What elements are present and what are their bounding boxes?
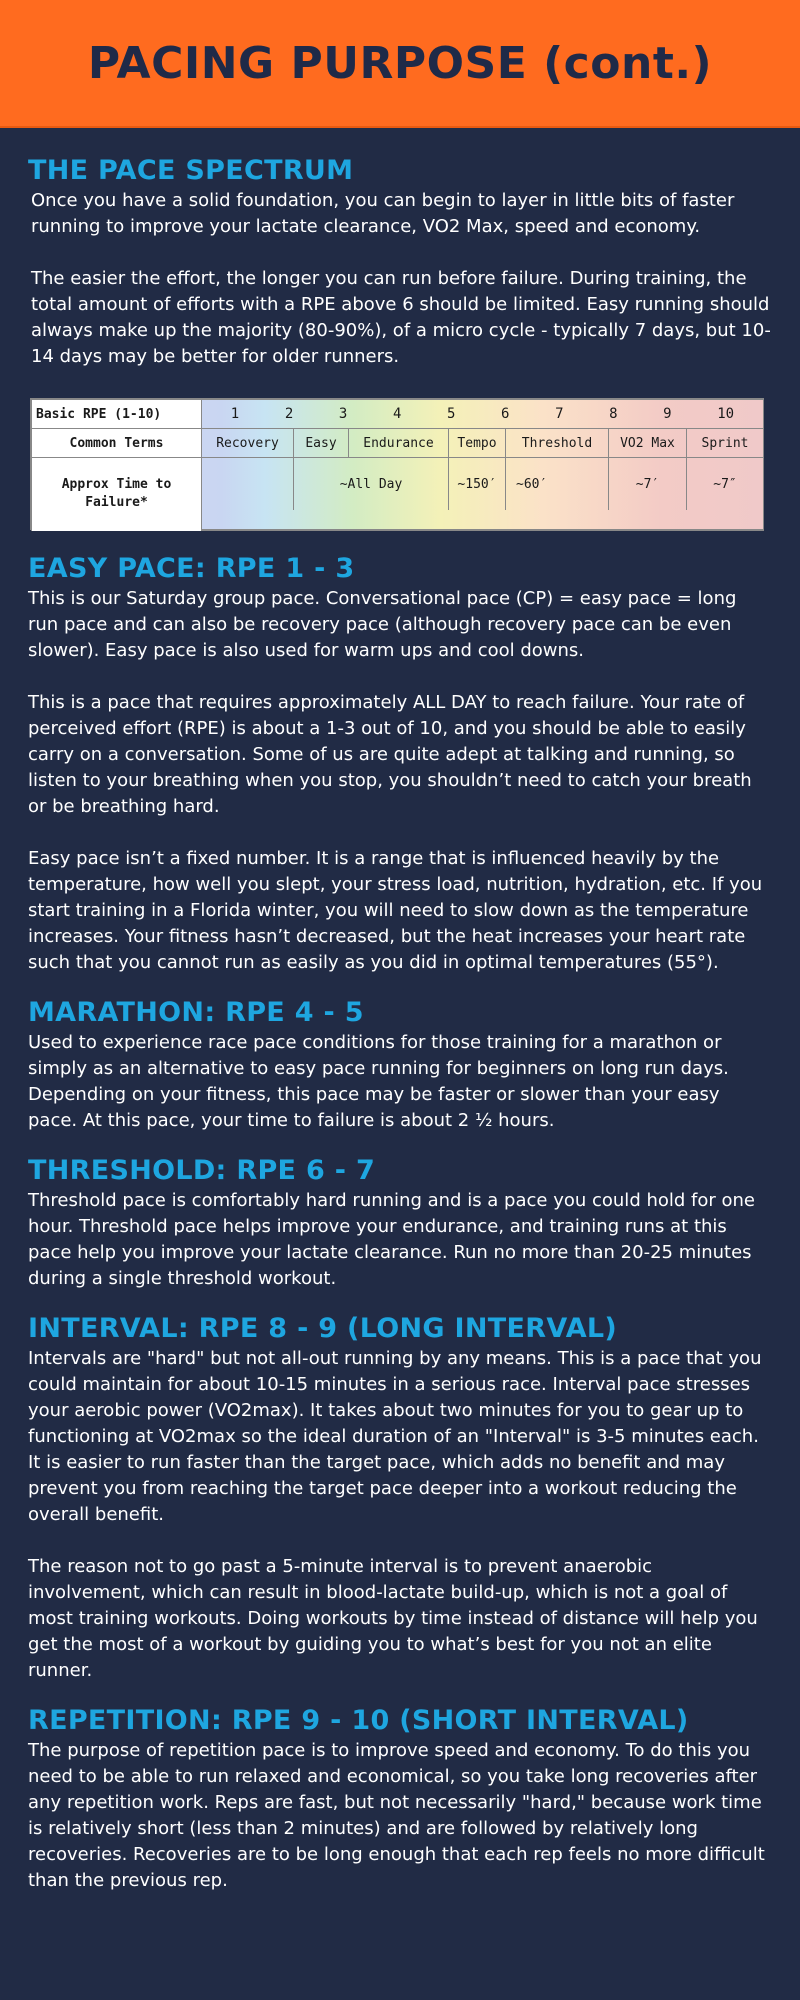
paragraph: Intervals are "hard" but not all-out running by any means. This is a pace that you could maintain for about 10-15 minutes in a serious race. Interval pace stresses your aerobic power (VO2max). It takes about two minutes for you to gear up to functioning at VO2max so the ideal duration of an "Interval" is 3-5 minutes each. It is easier to run faster than the target pace, which adds no benefit and may prevent you from reaching the target pace deeper into a workout reducing the overall benefit. [28, 1348, 762, 1525]
rpe-table [30, 398, 764, 530]
rpe-number: 10 [717, 406, 735, 422]
time-7-min: ~7′ [609, 458, 687, 511]
time-150: ~150′ [449, 458, 506, 511]
rpe-number: 7 [555, 406, 564, 422]
paragraph: Easy pace isn’t a fixed number. It is a range that is influenced heavily by the temperature, how well you slept, your stress load, nutrition, hydration, etc. If you start training in a Florida winter, you will need to slow down as the temperature increases. Your fitness hasn’t decreased, but the heat increases your heart rate such that you cannot run as easily as you did in optimal temperatures (55°). [28, 848, 763, 973]
paragraph: This is our Saturday group pace. Conversational pace (CP) = easy pace = long run pace and can also be recovery pace (although recovery pace can be even slower). Easy pace is also used for warm ups and cool downs. [28, 588, 737, 661]
term-tempo: Tempo [449, 429, 506, 458]
time-60: ~60′ [506, 458, 609, 511]
main-content [0, 128, 800, 1894]
rpe-number: 2 [284, 406, 294, 422]
rpe-number: 1 [230, 406, 240, 422]
section-title-easy-pace: EASY PACE: RPE 1 - 3 [28, 553, 355, 584]
term-endurance: Endurance [349, 429, 449, 458]
paragraph: Threshold pace is comfortably hard running and is a pace you could hold for one hour. Threshold pace helps improve your endurance, and training runs at this pace help you improve your lactate clearance. Run no more than 20-25 minutes during a single threshold workout. [28, 1190, 755, 1289]
rpe-number: 8 [609, 406, 618, 422]
rpe-number: 4 [392, 406, 402, 422]
paragraph: Once you have a solid foundation, you can begin to layer in little bits of faster running to improve your lactate clearance, VO2 Max, speed and economy. [31, 190, 735, 237]
time-all-day: ~All Day [294, 458, 449, 511]
term-vo2max: VO2 Max [609, 429, 687, 458]
rpe-number: 9 [663, 406, 672, 422]
section-title-threshold: THRESHOLD: RPE 6 - 7 [28, 1155, 376, 1186]
page-title: PACING PURPOSE (cont.) [87, 37, 713, 89]
rpe-number: 6 [501, 406, 510, 422]
paragraph: The purpose of repetition pace is to improve speed and economy. To do this you need to be able to run relaxed and economical, so you take long recoveries after any repetition work. Reps are fast, but not necessarily "hard," because work time is relatively short (less than 2 minutes) and are followed by relatively long recoveries. Recoveries are to be long enough that each rep feels no more difficult than the previous rep. [28, 1740, 765, 1891]
term-threshold: Threshold [506, 429, 609, 458]
rpe-number: 5 [446, 406, 456, 422]
paragraph: The reason not to go past a 5-minute interval is to prevent anaerobic involvement, which can result in blood-lactate build-up, which is not a goal of most training workouts. Doing workouts by time instead of distance will help you get the most of a workout by guiding you to what’s best for you not an elite runner. [28, 1556, 758, 1681]
time-to-failure-label: Approx Time to Failure* [32, 458, 202, 531]
time-7-sec: ~7″ [687, 458, 764, 511]
term-recovery: Recovery [202, 429, 294, 458]
section-title-marathon: MARATHON: RPE 4 - 5 [28, 997, 364, 1028]
paragraph: Used to experience race pace conditions for those training for a marathon or simply as an alternative to easy pace running for beginners on long run days. Depending on your fitness, this pace may be faster or slower than your easy pace. At this pace, your time to failure is about 2 ½ hours. [28, 1032, 729, 1131]
section-title-pace-spectrum: THE PACE SPECTRUM [28, 155, 354, 186]
rpe-row-label: Basic RPE (1-10) [32, 400, 202, 429]
paragraph: The easier the effort, the longer you can run before failure. During training, the total amount of efforts with a RPE above 6 should be limited. Easy running should always make up the majority (80-90%), of a micro cycle - typically 7 days, but 10-14 days may be better for older runners. [31, 268, 771, 367]
rpe-number: 3 [338, 406, 348, 422]
table-footer-band [202, 510, 764, 531]
page-header [0, 0, 800, 128]
term-easy: Easy [294, 429, 349, 458]
rpe-numbers-cell [202, 400, 764, 429]
common-terms-label: Common Terms [32, 429, 202, 458]
paragraph: This is a pace that requires approximately ALL DAY to reach failure. Your rate of perceived effort (RPE) is about a 1-3 out of 10, and you should be able to easily carry on a conversation. Some of us are quite adept at talking and running, so listen to your breathing when you stop, you shouldn’t need to catch your breath or be breathing hard. [28, 692, 752, 817]
time-blank [202, 458, 294, 511]
term-sprint: Sprint [687, 429, 764, 458]
section-title-repetition: REPETITION: RPE 9 - 10 (SHORT INTERVAL) [28, 1705, 689, 1736]
section-title-interval: INTERVAL: RPE 8 - 9 (LONG INTERVAL) [28, 1313, 618, 1344]
